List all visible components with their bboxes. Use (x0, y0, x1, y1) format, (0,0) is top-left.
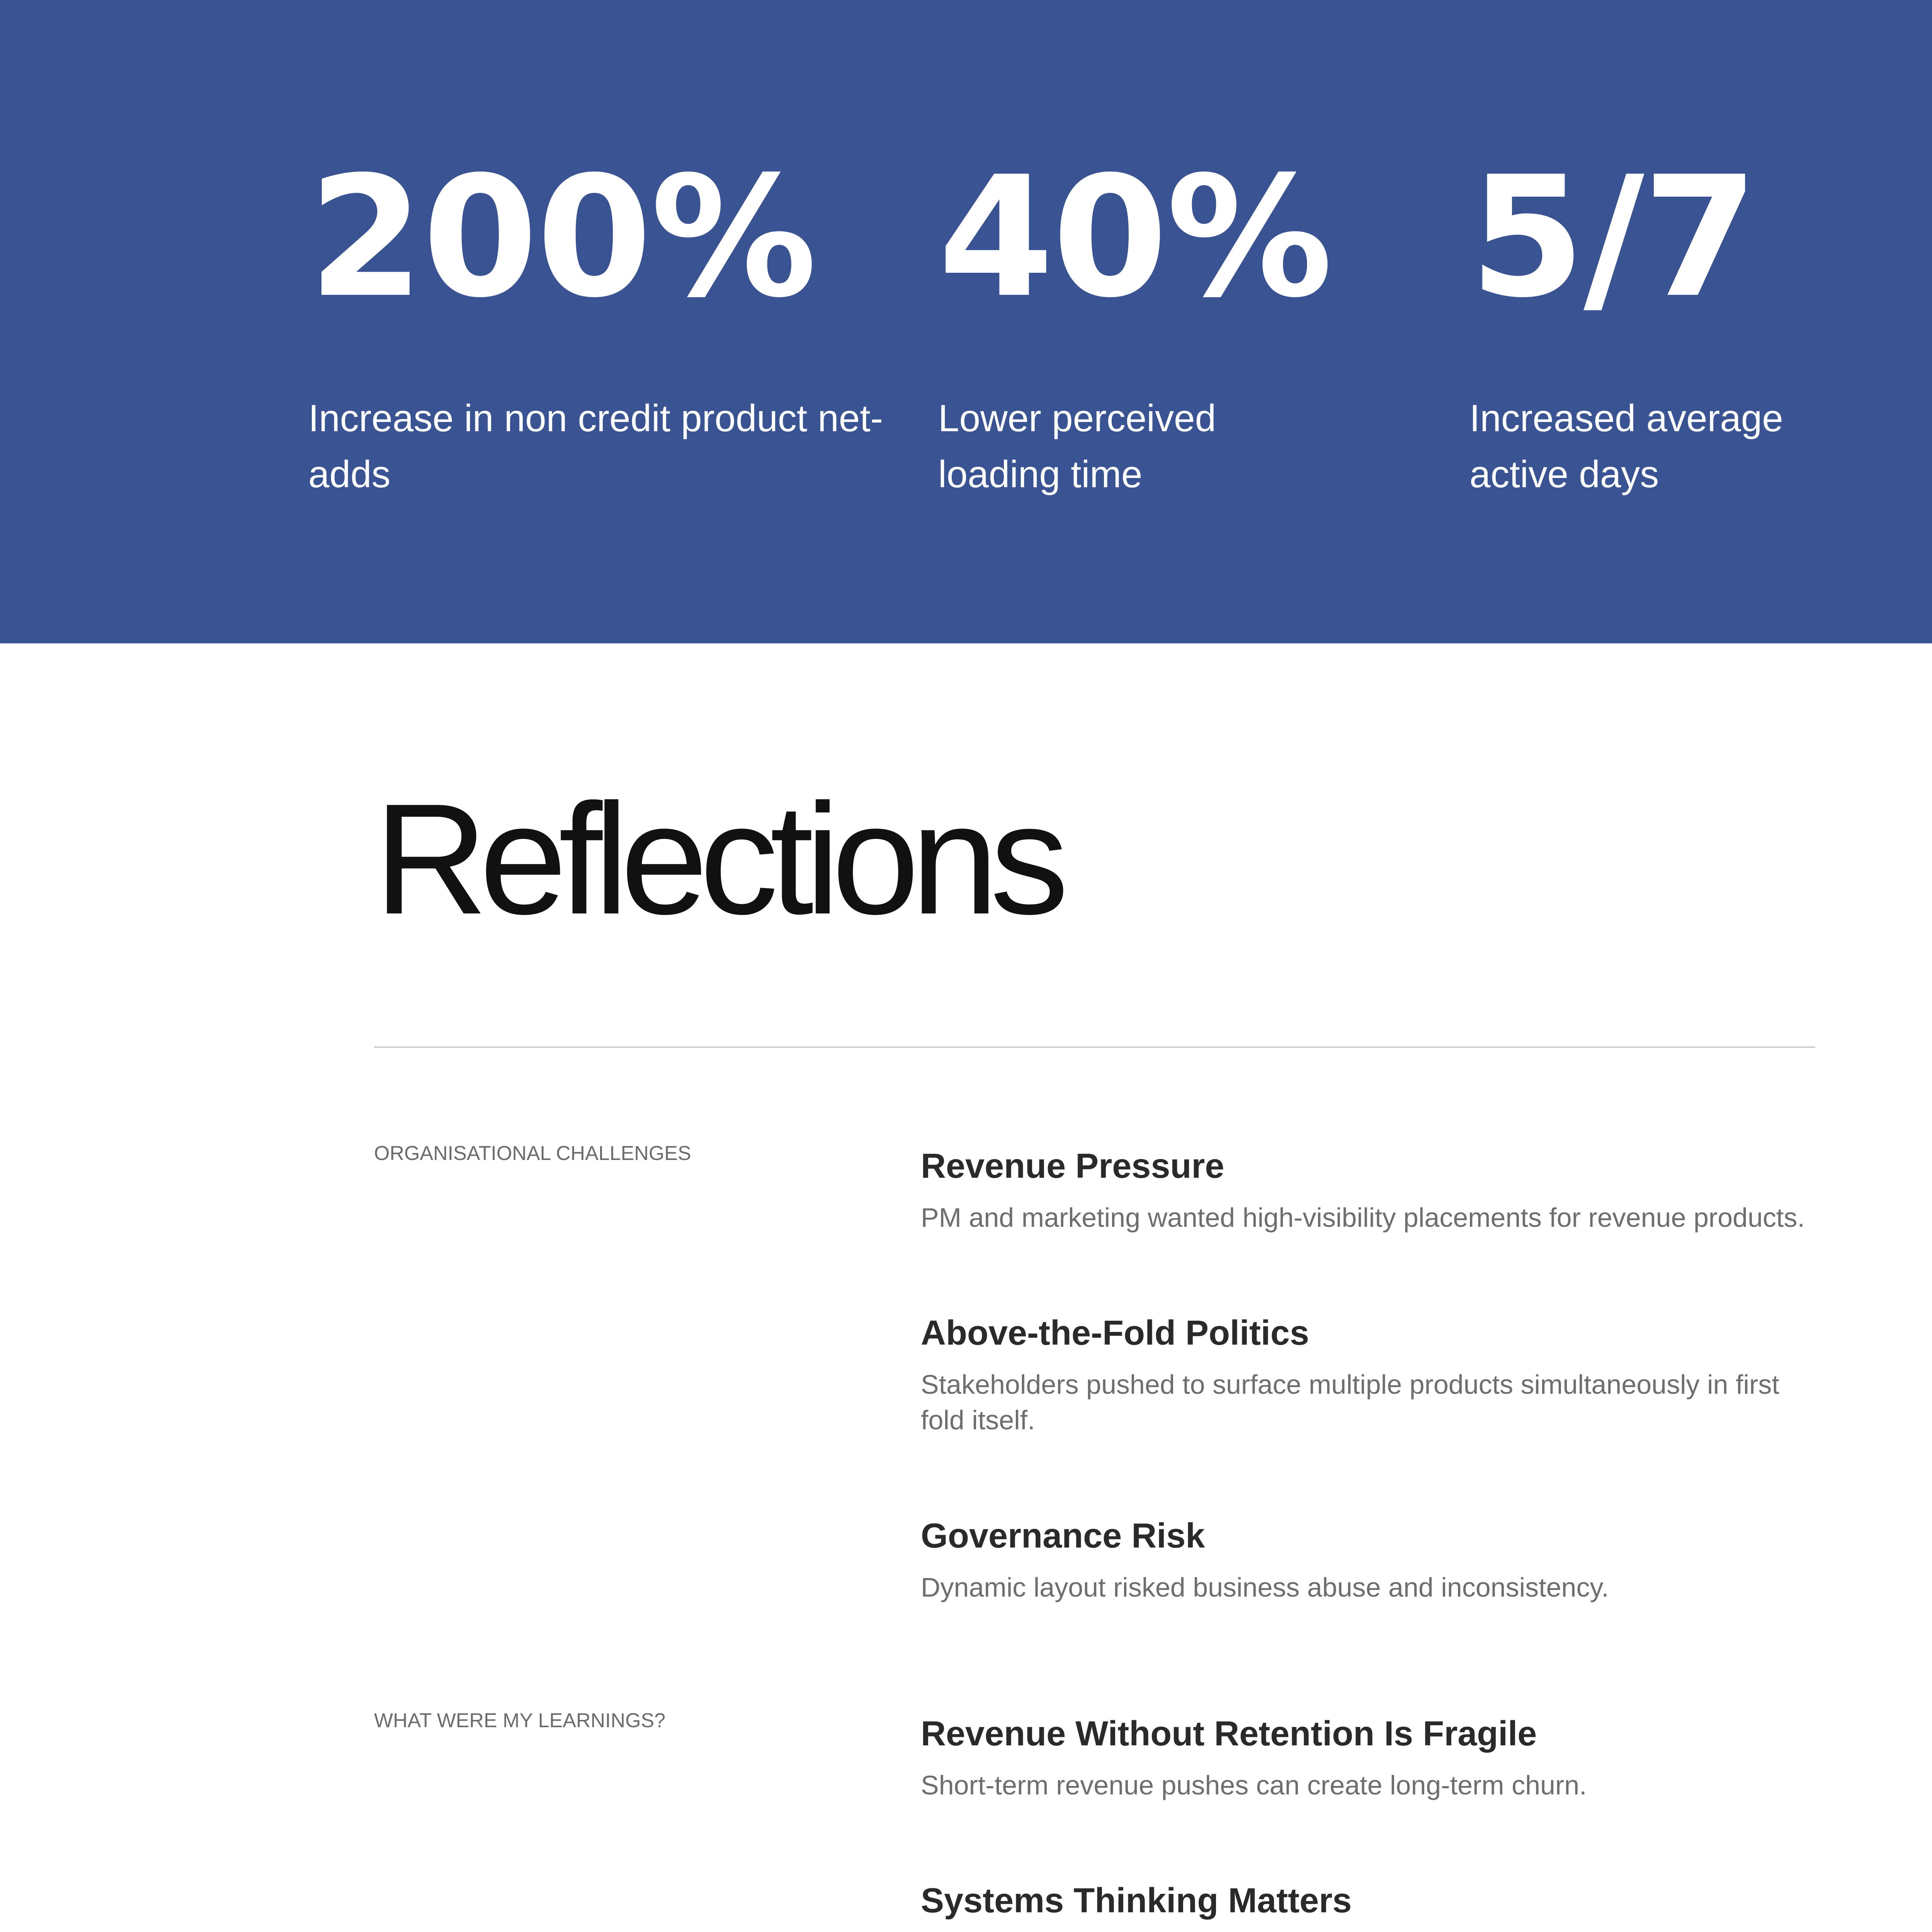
reflection-item (921, 1312, 1825, 1438)
item-description: Stakeholders pushed to surface multiple products simultaneously in first fold itself. (921, 1369, 1779, 1435)
item-title: Revenue Without Retention Is Fragile (921, 1714, 1537, 1753)
stat-value: 5/7 (1469, 141, 1757, 334)
item-title: Systems Thinking Matters (921, 1881, 1352, 1920)
reflection-item (921, 1879, 1825, 1932)
section-label-learnings: WHAT WERE MY LEARNINGS? (374, 1709, 666, 1732)
item-title: Governance Risk (921, 1517, 1205, 1555)
item-title: Above-the-Fold Politics (921, 1314, 1310, 1352)
divider (374, 1046, 1815, 1048)
item-title: Revenue Pressure (921, 1147, 1225, 1185)
stat-label: Lower perceived loading time (938, 397, 1216, 495)
page-title: Reflections (374, 771, 1061, 947)
reflection-item (921, 1145, 1825, 1235)
stat-label: Increased average active days (1469, 397, 1783, 495)
stat-value: 200% (308, 141, 816, 334)
item-description: PM and marketing wanted high-visibility placements for revenue products. (921, 1202, 1805, 1233)
reflection-item (921, 1713, 1825, 1803)
stat-label: Increase in non credit product net-adds (308, 397, 883, 495)
section-label-organisational-challenges: ORGANISATIONAL CHALLENGES (374, 1142, 691, 1165)
stat-value: 40% (938, 141, 1332, 334)
item-description: Dynamic layout risked business abuse and inconsistency. (921, 1572, 1609, 1602)
stats-band (0, 0, 1932, 643)
item-description: Short-term revenue pushes can create long-term churn. (921, 1770, 1587, 1800)
reflection-item (921, 1515, 1825, 1605)
